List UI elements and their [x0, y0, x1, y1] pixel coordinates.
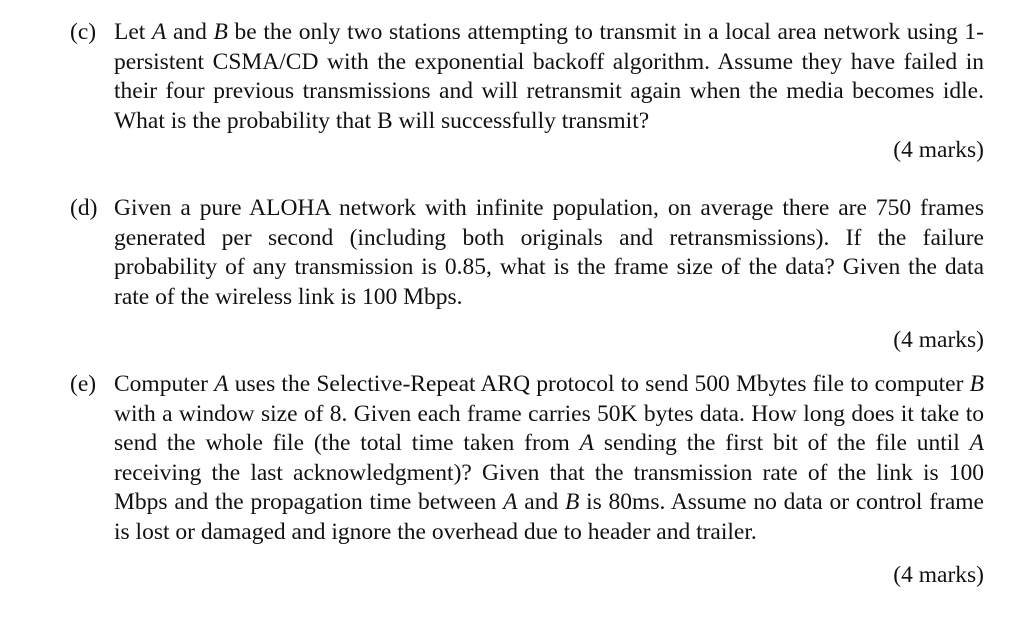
marks-label: (4 marks): [893, 562, 984, 588]
variable-a: A: [579, 430, 594, 456]
text-segment: Computer: [114, 371, 215, 397]
marks-label: (4 marks): [893, 327, 984, 353]
question-text: [114, 18, 984, 136]
text-segment: uses the Selective-Repeat ARQ protocol to send 500 Mbytes file to computer: [228, 371, 970, 397]
text-segment: and: [166, 19, 214, 45]
question-e: [70, 370, 984, 591]
question-text: [114, 370, 984, 547]
question-d: [70, 194, 984, 356]
text-segment: Let: [114, 19, 152, 45]
text-segment: and: [517, 489, 565, 515]
question-text: Given a pure ALOHA network with infinite population, on average there are 750 frames generated per second (including both originals and retransmissions). If the failure probability of any transmission is 0.85, what is the frame size of the data? Given the data rate of the wireless link is 100 Mbps.: [114, 195, 984, 310]
variable-b: B: [213, 19, 228, 45]
question-label: (e): [70, 371, 97, 397]
variable-a: A: [969, 430, 984, 456]
variable-b: B: [969, 371, 984, 397]
variable-a: A: [503, 489, 518, 515]
text-segment: with a window size of 8. Given each frame carries 50K bytes data. How long does it take to send the whole file (the total time taken from: [114, 400, 984, 456]
question-label: (c): [70, 19, 97, 45]
variable-b: B: [564, 489, 580, 515]
marks-label: (4 marks): [893, 137, 984, 163]
text-segment: is 80ms. Assume no data or control frame is lost or damaged and ignore the overhead due to header and trailer.: [114, 489, 984, 545]
variable-a: A: [214, 371, 229, 397]
text-segment: receiving the last acknowledgment)? Given that the transmission rate of the link is 100 Mbps and the propagation time between: [114, 459, 984, 515]
question-label: (d): [70, 195, 98, 221]
question-c: [70, 18, 984, 166]
variable-a: A: [151, 19, 167, 45]
text-segment: be the only two stations attempting to transmit in a local area network using 1-persistent CSMA/CD with the exponential backoff algorithm. Assume they have failed in their four previous transmissions and will retransmit again when the media becomes idle. What is the probability that B will successfully transmit?: [114, 19, 984, 134]
text-segment: sending the first bit of the file until: [594, 430, 970, 456]
